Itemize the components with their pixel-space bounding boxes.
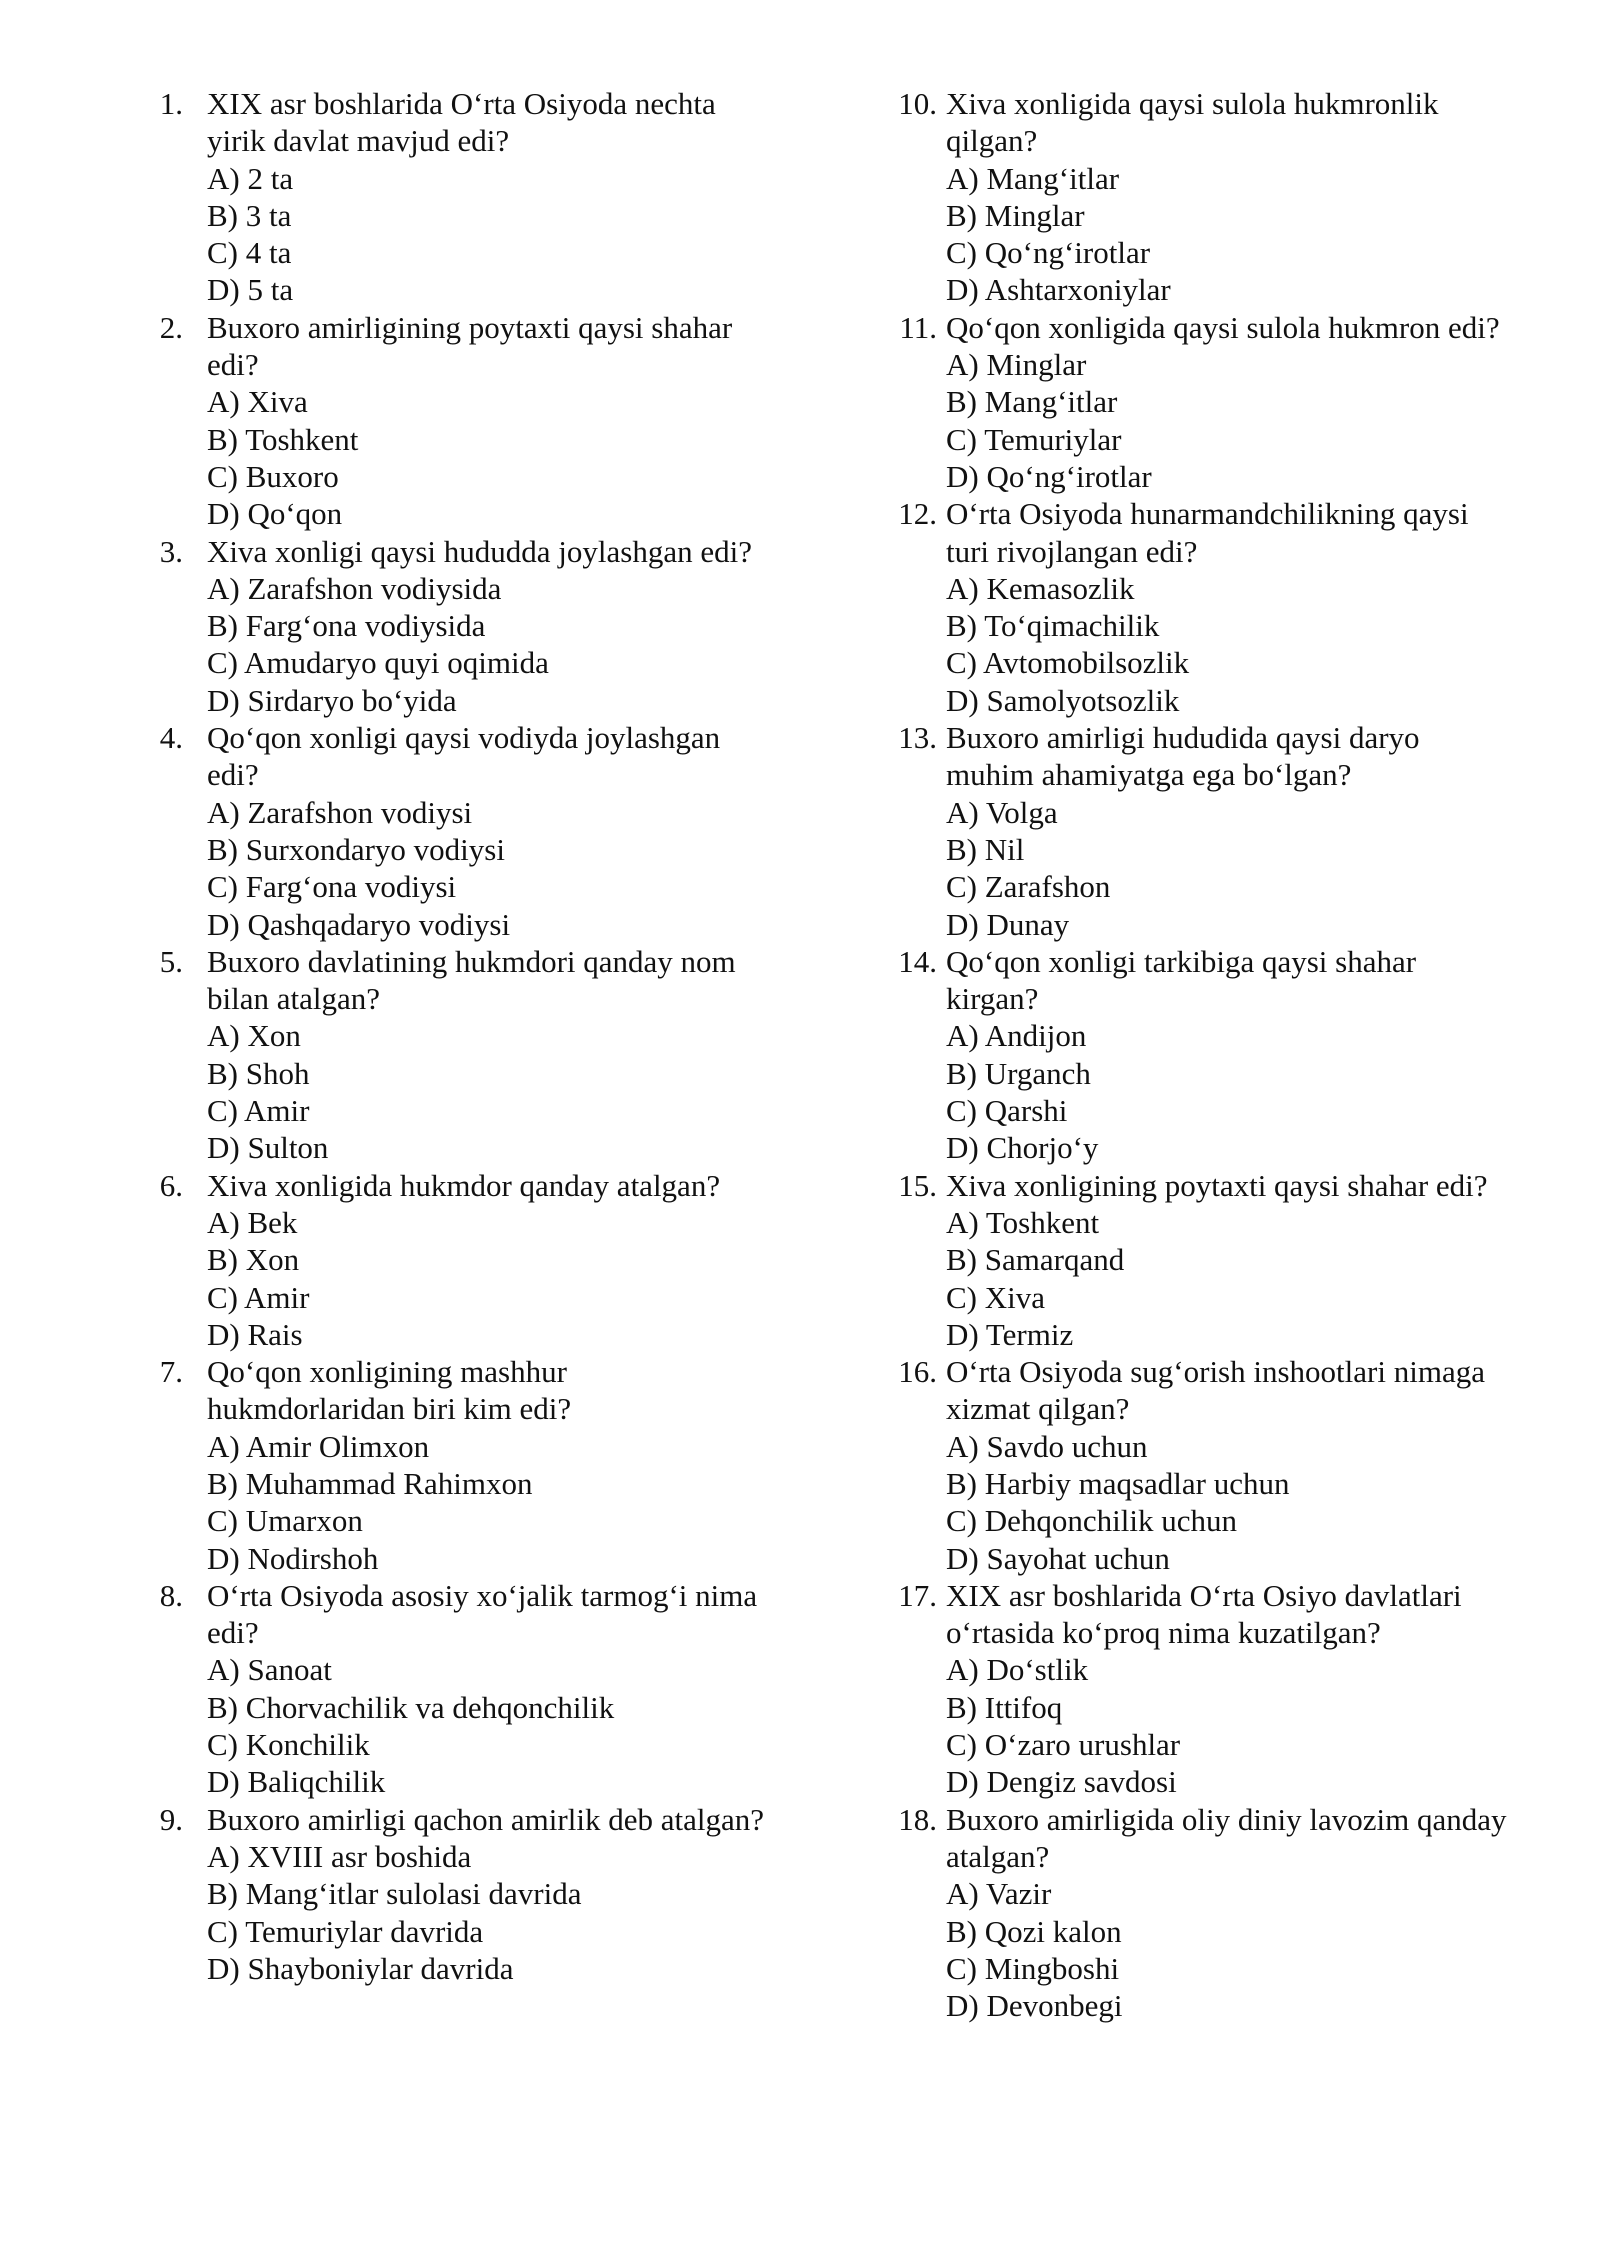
question-item [895, 719, 1515, 943]
answer-option-c: C) O‘zaro urushlar [946, 1727, 1181, 1763]
answer-option-b: B) Samarqand [946, 1242, 1125, 1278]
question-text: XIX asr boshlarida O‘rta Osiyoda nechta yirik davlat mavjud edi? [207, 86, 716, 159]
question-number: 15. [898, 1167, 937, 1203]
question-body [946, 1577, 1515, 1801]
question-item [895, 85, 1515, 309]
answer-option-d: D) Sirdaryo bo‘yida [207, 682, 457, 718]
answer-option-a: A) Zarafshon vodiysida [207, 570, 502, 606]
answer-option-d: D) Qashqadaryo vodiysi [207, 906, 511, 942]
question-text: O‘rta Osiyoda asosiy xo‘jalik tarmog‘i nima edi? [207, 1577, 758, 1651]
question-number: 2. [159, 309, 183, 345]
answer-option-a: A) 2 ta [207, 160, 294, 196]
answer-option-b: B) Minglar [946, 197, 1085, 233]
answer-option-c: C) Umarxon [207, 1503, 363, 1539]
answer-option-a: A) Kemasozlik [946, 570, 1135, 606]
answer-option-a: A) Andijon [946, 1018, 1087, 1054]
question-item [895, 1577, 1515, 1801]
question-body [207, 1167, 765, 1353]
question-text: XIX asr boshlarida O‘rta Osiyo davlatlari o‘rtasida ko‘proq nima kuzatilgan? [946, 1577, 1462, 1651]
question-number: 16. [898, 1354, 937, 1390]
answer-option-b: B) Qozi kalon [946, 1913, 1122, 1949]
questions-column-right [895, 85, 1515, 2024]
answer-option-b: B) Urganch [946, 1055, 1091, 1091]
question-text: Xiva xonligida hukmdor qanday atalgan? [207, 1167, 721, 1203]
question-body [207, 943, 765, 1167]
question-number: 9. [159, 1801, 183, 1837]
question-text: O‘rta Osiyoda hunarmandchilikning qaysi turi rivojlangan edi? [946, 496, 1469, 569]
answer-option-b: B) Shoh [207, 1055, 310, 1091]
answer-option-d: D) Ashtarxoniylar [946, 272, 1171, 308]
question-number: 7. [159, 1354, 183, 1390]
question-body [946, 85, 1515, 309]
question-text: Qo‘qon xonligining mashhur hukmdorlaridan biri kim edi? [207, 1354, 572, 1427]
question-text: Xiva xonligining poytaxti qaysi shahar edi? [946, 1167, 1488, 1203]
answer-option-c: C) Mingboshi [946, 1950, 1120, 1986]
answer-option-a: A) XVIII asr boshida [207, 1838, 472, 1874]
answer-option-b: B) Ittifoq [946, 1689, 1063, 1725]
answer-option-c: C) Avtomobilsozlik [946, 645, 1190, 681]
answer-option-a: A) Xon [207, 1018, 301, 1054]
question-item [155, 1353, 765, 1577]
answer-option-c: C) Amudaryo quyi oqimida [207, 645, 549, 681]
answer-option-c: C) Qarshi [946, 1093, 1068, 1129]
question-body [946, 719, 1515, 943]
answer-option-a: A) Savdo uchun [946, 1428, 1148, 1464]
question-item [895, 1167, 1515, 1353]
answer-option-d: D) Dengiz savdosi [946, 1764, 1177, 1800]
answer-option-b: B) Mang‘itlar sulolasi davrida [207, 1876, 582, 1912]
answer-option-d: D) Qo‘qon [207, 496, 343, 532]
answer-option-d: D) Dunay [946, 906, 1070, 942]
question-item [155, 533, 765, 719]
question-number: 11. [899, 309, 937, 345]
question-body [207, 85, 765, 309]
answer-option-d: D) Termiz [946, 1316, 1074, 1352]
question-body [207, 533, 765, 719]
answer-option-d: D) Qo‘ng‘irotlar [946, 458, 1152, 494]
question-item [895, 309, 1515, 495]
question-text: Xiva xonligi qaysi hududda joylashgan edi? [207, 533, 752, 569]
question-number: 1. [159, 86, 183, 121]
question-body [207, 309, 765, 533]
answer-option-a: A) Volga [946, 794, 1058, 830]
question-number: 17. [898, 1577, 937, 1613]
answer-option-b: B) Muhammad Rahimxon [207, 1465, 533, 1501]
question-body [946, 309, 1515, 495]
answer-option-a: A) Minglar [946, 347, 1087, 383]
question-text: Qo‘qon xonligi tarkibiga qaysi shahar kirgan? [946, 943, 1417, 1017]
answer-option-c: C) Xiva [946, 1279, 1046, 1315]
questions-column-left [155, 85, 765, 1987]
question-number: 3. [159, 533, 183, 569]
answer-option-a: A) Bek [207, 1204, 298, 1240]
answer-option-c: C) Dehqonchilik uchun [946, 1503, 1238, 1539]
question-body [946, 495, 1515, 719]
question-number: 5. [159, 943, 183, 979]
answer-option-b: B) Chorvachilik va dehqonchilik [207, 1689, 615, 1725]
answer-option-a: A) Zarafshon vodiysi [207, 794, 473, 830]
answer-option-c: C) Amir [207, 1279, 310, 1315]
answer-option-a: A) Xiva [207, 384, 308, 420]
answer-option-d: D) Nodirshoh [207, 1540, 379, 1576]
answer-option-d: D) 5 ta [207, 272, 294, 308]
answer-option-b: B) Surxondaryo vodiysi [207, 831, 505, 867]
answer-option-b: B) To‘qimachilik [946, 608, 1160, 644]
answer-option-c: C) Temuriylar davrida [207, 1913, 484, 1949]
question-text: Qo‘qon xonligida qaysi sulola hukmron edi? [946, 309, 1500, 345]
question-body [946, 1167, 1515, 1353]
question-item [895, 1801, 1515, 2025]
question-text: Qo‘qon xonligi qaysi vodiyda joylashgan edi? [207, 720, 721, 793]
answer-option-c: C) Amir [207, 1093, 310, 1129]
answer-option-b: B) Nil [946, 831, 1025, 867]
answer-option-c: C) 4 ta [207, 235, 292, 271]
question-number: 18. [898, 1801, 937, 1837]
question-body [207, 1577, 765, 1801]
answer-option-c: C) Qo‘ng‘irotlar [946, 235, 1151, 271]
question-body [207, 1353, 765, 1577]
answer-option-d: D) Rais [207, 1316, 303, 1352]
answer-option-a: A) Sanoat [207, 1652, 332, 1688]
question-number: 6. [159, 1167, 183, 1203]
question-number: 10. [898, 86, 937, 121]
answer-option-c: C) Farg‘ona vodiysi [207, 869, 457, 905]
question-number: 13. [898, 720, 937, 756]
question-item [155, 943, 765, 1167]
question-body [946, 943, 1515, 1167]
answer-option-b: B) Farg‘ona vodiysida [207, 608, 486, 644]
question-body [207, 719, 765, 943]
question-number: 14. [898, 943, 937, 979]
question-body [207, 1801, 765, 1987]
question-item [155, 85, 765, 309]
question-body [946, 1801, 1515, 2025]
answer-option-b: B) Mang‘itlar [946, 384, 1118, 420]
answer-option-c: C) Zarafshon [946, 869, 1111, 905]
question-item [155, 1577, 765, 1801]
answer-option-c: C) Buxoro [207, 458, 339, 494]
answer-option-d: D) Chorjo‘y [946, 1130, 1099, 1166]
answer-option-a: A) Amir Olimxon [207, 1428, 430, 1464]
answer-option-a: A) Toshkent [946, 1204, 1100, 1240]
answer-option-c: C) Konchilik [207, 1727, 370, 1763]
question-text: Xiva xonligida qaysi sulola hukmronlik qilgan? [946, 86, 1439, 159]
question-number: 4. [159, 720, 183, 756]
answer-option-a: A) Do‘stlik [946, 1652, 1089, 1688]
question-item [895, 943, 1515, 1167]
answer-option-d: D) Devonbegi [946, 1988, 1123, 2024]
question-item [155, 1167, 765, 1353]
answer-option-b: B) 3 ta [207, 197, 292, 233]
answer-option-b: B) Toshkent [207, 421, 359, 457]
question-body [946, 1353, 1515, 1577]
answer-option-d: D) Samolyotsozlik [946, 682, 1180, 718]
question-item [155, 1801, 765, 1987]
question-item [155, 309, 765, 533]
question-text: Buxoro amirligining poytaxti qaysi shahar edi? [207, 309, 733, 383]
question-item [895, 1353, 1515, 1577]
question-number: 8. [159, 1577, 183, 1613]
question-item [155, 719, 765, 943]
question-text: Buxoro amirligi qachon amirlik deb atalgan? [207, 1801, 764, 1837]
question-item [895, 495, 1515, 719]
question-number: 12. [898, 496, 937, 532]
question-text: Buxoro amirligi hududida qaysi daryo muhim ahamiyatga ega bo‘lgan? [946, 720, 1420, 793]
answer-option-d: D) Sulton [207, 1130, 329, 1166]
answer-option-a: A) Mang‘itlar [946, 160, 1120, 196]
answer-option-c: C) Temuriylar [946, 421, 1122, 457]
question-text: O‘rta Osiyoda sug‘orish inshootlari nimaga xizmat qilgan? [946, 1354, 1485, 1427]
question-text: Buxoro amirligida oliy diniy lavozim qanday atalgan? [946, 1801, 1507, 1874]
answer-option-d: D) Baliqchilik [207, 1764, 386, 1800]
answer-option-d: D) Sayohat uchun [946, 1540, 1170, 1576]
answer-option-b: B) Harbiy maqsadlar uchun [946, 1465, 1290, 1501]
answer-option-a: A) Vazir [946, 1876, 1052, 1912]
answer-option-b: B) Xon [207, 1242, 300, 1278]
answer-option-d: D) Shayboniylar davrida [207, 1950, 514, 1986]
question-text: Buxoro davlatining hukmdori qanday nom bilan atalgan? [207, 943, 736, 1017]
